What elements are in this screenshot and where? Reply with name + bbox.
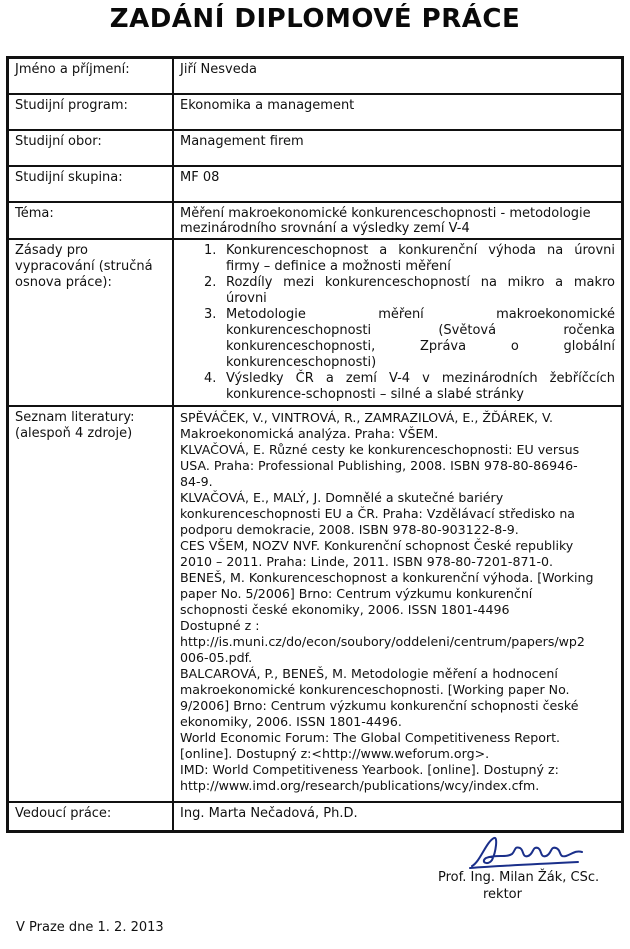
row-topic bbox=[8, 202, 623, 239]
literature-line: KLVAČOVÁ, E., MALÝ, J. Domnělé a skutečné bariéry bbox=[180, 489, 504, 505]
name-value: Jiří Nesveda bbox=[173, 58, 623, 94]
list-item-number: 1. bbox=[204, 242, 217, 258]
literature-line: [online]. Dostupný z:<http://www.weforum.org>. bbox=[180, 745, 490, 761]
principles-value bbox=[173, 239, 623, 406]
list-item-number: 4. bbox=[204, 370, 217, 386]
literature-line: USA. Praha: Professional Publishing, 2008. ISBN 978-80-86946- bbox=[180, 457, 578, 473]
list-item bbox=[180, 243, 615, 275]
literature-line: podporu demokracie, 2008. ISBN 978-80-903122-8-9. bbox=[180, 521, 519, 537]
row-program bbox=[8, 94, 623, 130]
literature-line: IMD: World Competitiveness Yearbook. [online]. Dostupný z: bbox=[180, 761, 559, 777]
literature-line: 9/2006] Brno: Centrum výzkumu konkurenční schopnosti české bbox=[180, 697, 579, 713]
literature-value bbox=[173, 406, 623, 802]
row-literature bbox=[8, 406, 623, 802]
list-item-text: Metodologie měření makroekonomické konkurenceschopnosti (Světová ročenka konkurenceschopnosti, Zpráva o globální konkurenceschopnosti) bbox=[226, 306, 615, 370]
literature-line: 006-05.pdf. bbox=[180, 649, 253, 665]
group-label: Studijní skupina: bbox=[8, 166, 174, 202]
list-item-number: 2. bbox=[204, 274, 217, 290]
literature-line: KLVAČOVÁ, E. Různé cesty ke konkurenceschopnosti: EU versus bbox=[180, 441, 580, 457]
literature-line: konkurenceschopnosti EU a ČR. Praha: Vzdělávací středisko na bbox=[180, 505, 576, 521]
topic-value: Měření makroekonomické konkurenceschopnosti - metodologie mezinárodního srovnání a výsledky zemí V-4 bbox=[173, 202, 623, 239]
literature-line: Dostupné z : bbox=[180, 617, 260, 633]
row-name bbox=[8, 58, 623, 94]
signatory-name: Prof. Ing. Milan Žák, CSc. bbox=[438, 870, 600, 885]
name-label: Jméno a příjmení: bbox=[8, 58, 174, 94]
list-item bbox=[180, 275, 615, 307]
literature-line: Makroekonomická analýza. Praha: VŠEM. bbox=[180, 425, 439, 441]
row-principles bbox=[8, 239, 623, 406]
literature-line: BALCAROVÁ, P., BENEŠ, M. Metodologie měření a hodnocení bbox=[180, 665, 558, 681]
topic-label: Téma: bbox=[8, 202, 174, 239]
supervisor-label: Vedoucí práce: bbox=[8, 802, 174, 832]
signatory-role: rektor bbox=[483, 887, 522, 902]
principles-list bbox=[180, 243, 615, 403]
row-field bbox=[8, 130, 623, 166]
list-item-text: Konkurenceschopnost a konkurenční výhoda na úrovni firmy – definice a možnosti měření bbox=[226, 242, 615, 274]
row-supervisor bbox=[8, 802, 623, 832]
list-item-number: 3. bbox=[204, 306, 217, 322]
literature-line: ekonomiky, 2006. ISSN 1801-4496. bbox=[180, 713, 402, 729]
supervisor-value: Ing. Marta Nečadová, Ph.D. bbox=[173, 802, 623, 832]
literature-line: makroekonomické konkurenceschopnosti. [Working paper No. bbox=[180, 681, 570, 697]
list-item-text: Rozdíly mezi konkurenceschopností na mikro a makro úrovni bbox=[226, 274, 615, 306]
document-title: ZADÁNÍ DIPLOMOVÉ PRÁCE bbox=[109, 4, 521, 34]
list-item bbox=[180, 371, 615, 403]
literature-line: schopnosti české ekonomiky, 2006. ISSN 1801-4496 bbox=[180, 601, 510, 617]
program-value: Ekonomika a management bbox=[173, 94, 623, 130]
literature-line: http://www.imd.org/research/publications/wcy/index.cfm. bbox=[180, 777, 540, 793]
principles-label: Zásady pro vypracování (stručná osnova práce): bbox=[8, 239, 174, 406]
literature-line: World Economic Forum: The Global Competitiveness Report. bbox=[180, 729, 561, 745]
field-label: Studijní obor: bbox=[8, 130, 174, 166]
literature-line: SPĚVÁČEK, V., VINTROVÁ, R., ZAMRAZILOVÁ, E., ŽĎÁREK, V. bbox=[180, 409, 554, 425]
literature-label: Seznam literatury: (alespoň 4 zdroje) bbox=[8, 406, 174, 802]
list-item bbox=[180, 307, 615, 371]
literature-line: 2010 – 2011. Praha: Linde, 2011. ISBN 978-80-7201-871-0. bbox=[180, 553, 554, 569]
rector-signature bbox=[466, 832, 586, 872]
list-item-text: Výsledky ČR a zemí V-4 v mezinárodních žebříčcích konkurence-schopnosti – silné a slabé stránky bbox=[226, 370, 615, 402]
literature-line: CES VŠEM, NOZV NVF. Konkurenční schopnost České republiky bbox=[180, 537, 574, 553]
literature-line: http://is.muni.cz/do/econ/soubory/oddeleni/centrum/papers/wp2 bbox=[180, 633, 585, 649]
literature-line: BENEŠ, M. Konkurenceschopnost a konkurenční výhoda. [Working bbox=[180, 569, 594, 585]
place-and-date: V Praze dne 1. 2. 2013 bbox=[16, 920, 164, 935]
literature-line: paper No. 5/2006] Brno: Centrum výzkumu konkurenční bbox=[180, 585, 533, 601]
group-value: MF 08 bbox=[173, 166, 623, 202]
field-value: Management firem bbox=[173, 130, 623, 166]
literature-line: 84-9. bbox=[180, 473, 213, 489]
assignment-form-table bbox=[6, 56, 624, 833]
program-label: Studijní program: bbox=[8, 94, 174, 130]
row-group bbox=[8, 166, 623, 202]
